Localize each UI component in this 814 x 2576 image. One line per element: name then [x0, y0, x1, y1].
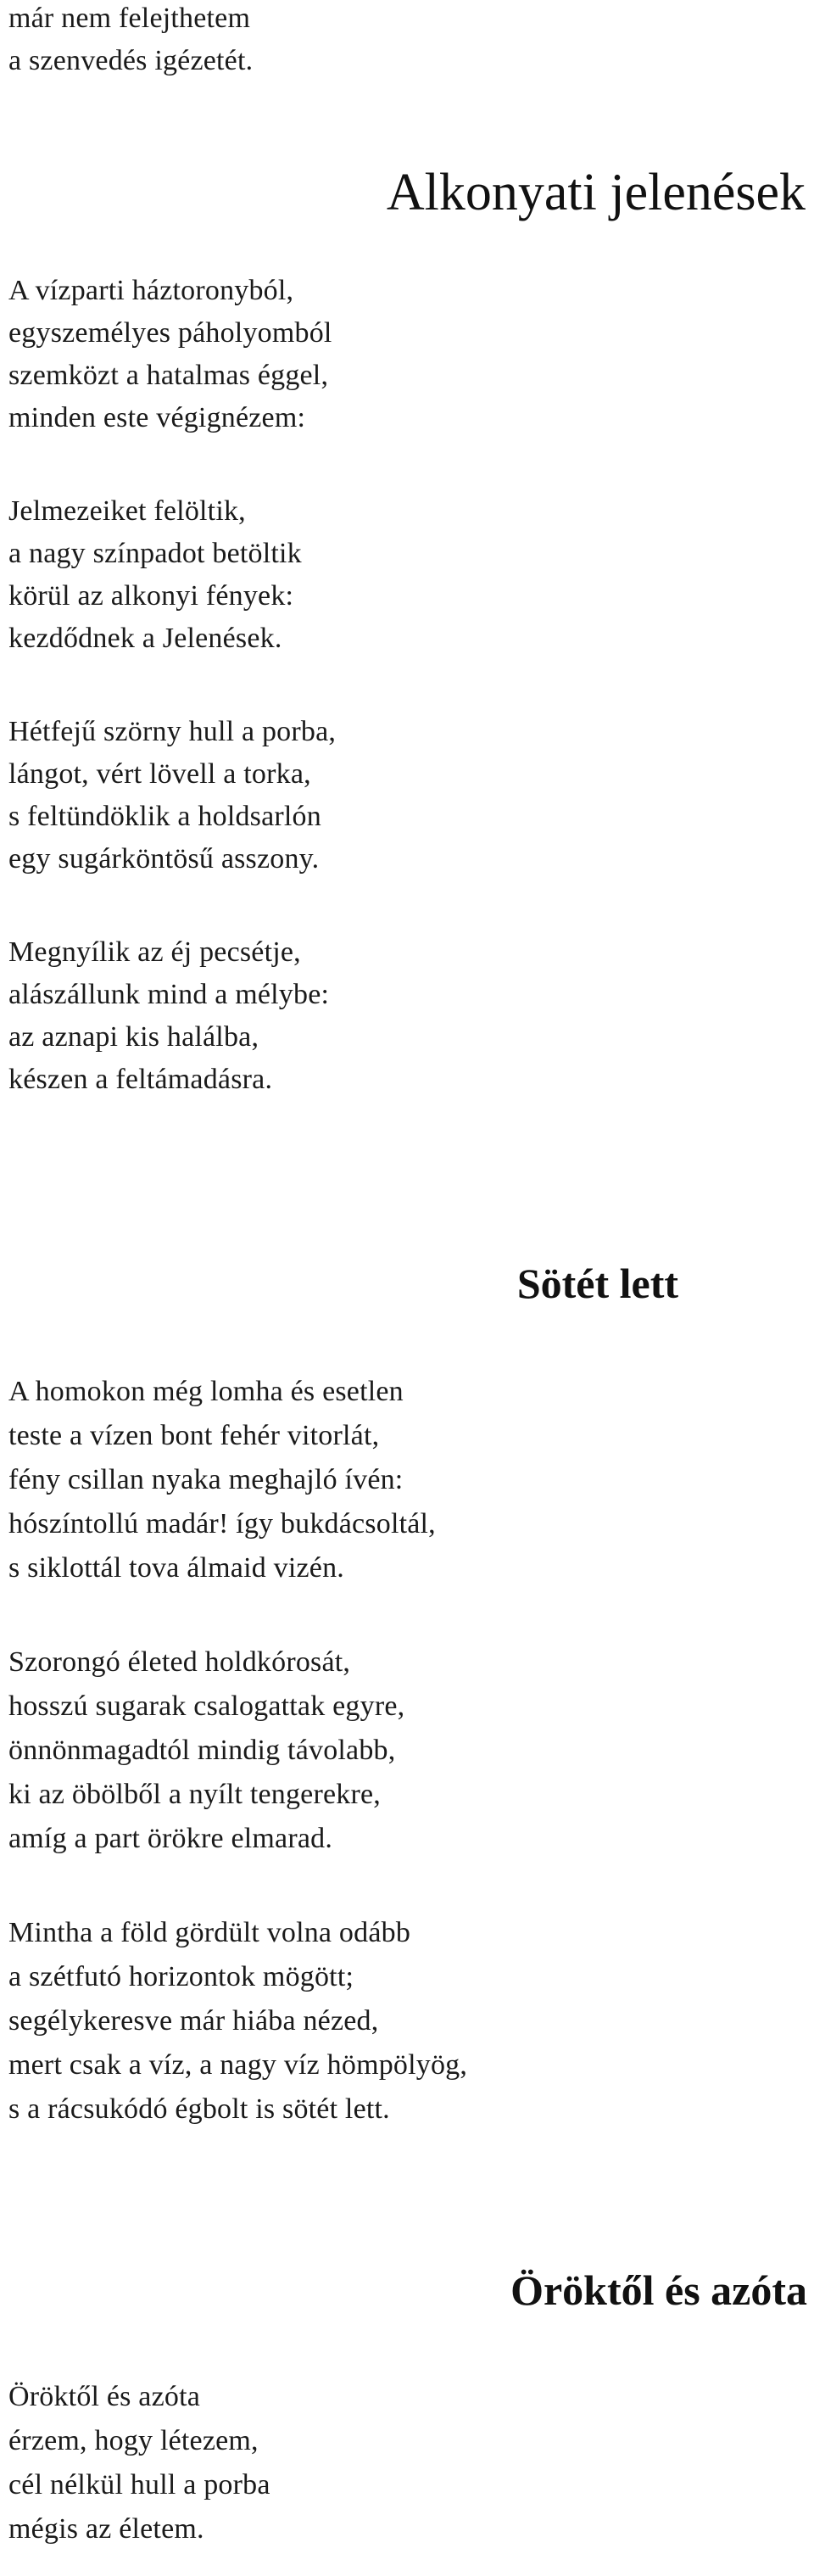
fragment-line: a szenvedés igézetét.	[8, 45, 254, 76]
poem-line: s a rácsukódó égbolt is sötét lett.	[8, 2093, 390, 2125]
poem-line: hószíntollú madár! így bukdácsoltál,	[8, 1508, 436, 1539]
poem-line: Szorongó életed holdkórosát,	[8, 1646, 351, 1678]
poem-title: Alkonyati jelenések	[386, 164, 806, 221]
poem-line: fény csillan nyaka meghajló ívén:	[8, 1464, 404, 1495]
poem-title: Öröktől és azóta	[510, 2266, 807, 2314]
poem-line: kezdődnek a Jelenések.	[8, 623, 282, 654]
poem-line: Megnyílik az éj pecsétje,	[8, 936, 301, 968]
poem-line: érzem, hogy létezem,	[8, 2425, 259, 2456]
poem-line: Hétfejű szörny hull a porba,	[8, 716, 337, 747]
poem-line: egyszemélyes páholyomból	[8, 317, 332, 349]
poem-line: Mintha a föld gördült volna odább	[8, 1917, 411, 1948]
poem-line: A homokon még lomha és esetlen	[8, 1376, 404, 1407]
fragment-line: már nem felejthetem	[8, 3, 251, 34]
poem-line: Jelmezeiket felöltik,	[8, 495, 246, 527]
poem-line: s siklottál tova álmaid vizén.	[8, 1552, 344, 1584]
poem-line: mégis az életem.	[8, 2513, 204, 2545]
poem-line: amíg a part örökre elmarad.	[8, 1823, 333, 1854]
poem-line: egy sugárköntösű asszony.	[8, 843, 320, 874]
poem-line: készen a feltámadásra.	[8, 1064, 273, 1095]
poem-line: a nagy színpadot betöltik	[8, 538, 302, 569]
poem-line: körül az alkonyi fények:	[8, 580, 294, 612]
poem-line: mert csak a víz, a nagy víz hömpölyög,	[8, 2049, 468, 2081]
poem-line: s feltündöklik a holdsarlón	[8, 801, 321, 832]
poem-line: A vízparti háztoronyból,	[8, 275, 294, 306]
poem-line: az aznapi kis halálba,	[8, 1021, 259, 1053]
poem-line: önnönmagadtól mindig távolabb,	[8, 1735, 396, 1766]
poem-line: ki az öbölből a nyílt tengerekre,	[8, 1779, 382, 1810]
poem-line: lángot, vért lövell a torka,	[8, 758, 311, 790]
poem-line: cél nélkül hull a porba	[8, 2469, 270, 2501]
poem-line: alászállunk mind a mélybe:	[8, 979, 330, 1010]
poem-line: Öröktől és azóta	[8, 2381, 201, 2412]
poem-title: Sötét lett	[516, 1260, 678, 1307]
poem-line: a szétfutó horizontok mögött;	[8, 1961, 354, 1992]
poem-line: teste a vízen bont fehér vitorlát,	[8, 1420, 380, 1451]
poem-line: hosszú sugarak csalogattak egyre,	[8, 1690, 405, 1722]
poem-line: minden este végignézem:	[8, 402, 306, 433]
poem-line: segélykeresve már hiába nézed,	[8, 2005, 379, 2037]
poem-line: szemközt a hatalmas éggel,	[8, 360, 329, 391]
